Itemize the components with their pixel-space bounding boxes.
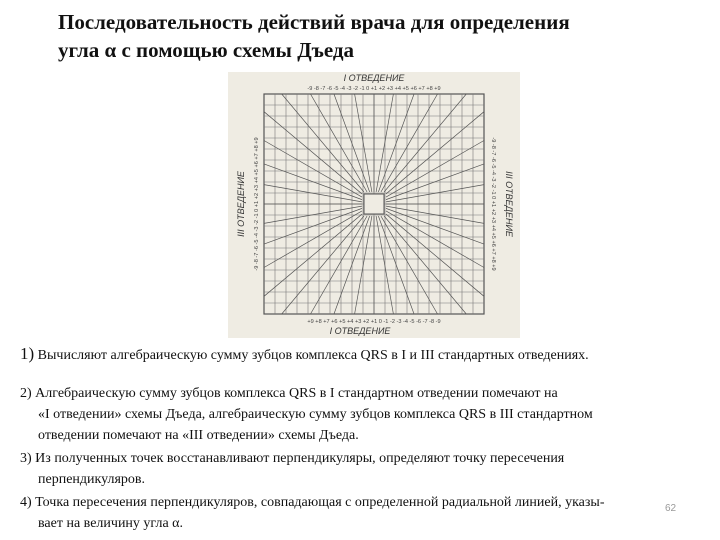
step-1 [20, 343, 710, 366]
title-line-2: угла α с помощью схемы Дъеда [58, 38, 355, 62]
slide-title [58, 8, 698, 64]
left-lead-label: III ОТВЕДЕНИЕ [236, 171, 246, 237]
step-3-text-line-1: Из полученных точек восстанавливают перпендикуляры, определяют точку пересечения [31, 451, 565, 466]
dyed-diagram-figure [228, 72, 520, 338]
step-2-number: 2) [20, 386, 32, 401]
step-2-text-line-2: «I отведении» схемы Дъеда, алгебраическую сумму зубцов комплекса QRS в III стандартном [38, 407, 593, 422]
bottom-scale: +9 +8 +7 +6 +5 +4 +3 +2 +1 0 -1 -2 -3 -4 -5 -6 -7 -8 -9 [307, 319, 441, 325]
dyed-diagram [228, 72, 520, 338]
right-scale: -9 -8 -7 -6 -5 -4 -3 -2 -1 0 +1 +2 +3 +4 +5 +6 +7 +8 +9 [490, 137, 496, 271]
step-4 [20, 492, 700, 534]
step-2 [20, 383, 700, 446]
right-lead-label: III ОТВЕДЕНИЕ [504, 171, 514, 237]
step-1-text: Вычисляют алгебраическую сумму зубцов комплекса QRS в I и III стандартных отведениях. [34, 348, 589, 363]
page-number: 62 [665, 503, 677, 514]
step-3-text-line-2: перпендикуляров. [38, 472, 146, 487]
top-lead-label: I ОТВЕДЕНИЕ [343, 73, 405, 83]
step-4-text-line-2: вает на величину угла α. [38, 516, 183, 531]
step-4-number: 4) [20, 495, 32, 510]
step-3-number: 3) [20, 451, 32, 466]
step-3 [20, 448, 700, 490]
step-2-text-line-1: Алгебраическую сумму зубцов комплекса QRS в I стандартном отведении помечают на [31, 386, 558, 401]
title-line-1: Последовательность действий врача для определения [58, 10, 570, 34]
bottom-lead-label: I ОТВЕДЕНИЕ [329, 326, 391, 336]
step-2-text-line-3: отведении помечают на «III отведении» схемы Дъеда. [38, 428, 359, 443]
center-square [364, 194, 384, 214]
left-scale: -9 -8 -7 -6 -5 -4 -3 -2 -1 0 +1 +2 +3 +4 +5 +6 +7 +8 +9 [254, 137, 260, 271]
top-scale: -9 -8 -7 -6 -5 -4 -3 -2 -1 0 +1 +2 +3 +4 +5 +6 +7 +8 +9 [307, 86, 441, 92]
step-4-text-line-1: Точка пересечения перпендикуляров, совпадающая с определенной радиальной линией, указы- [31, 495, 605, 510]
step-1-number: 1) [20, 344, 35, 363]
